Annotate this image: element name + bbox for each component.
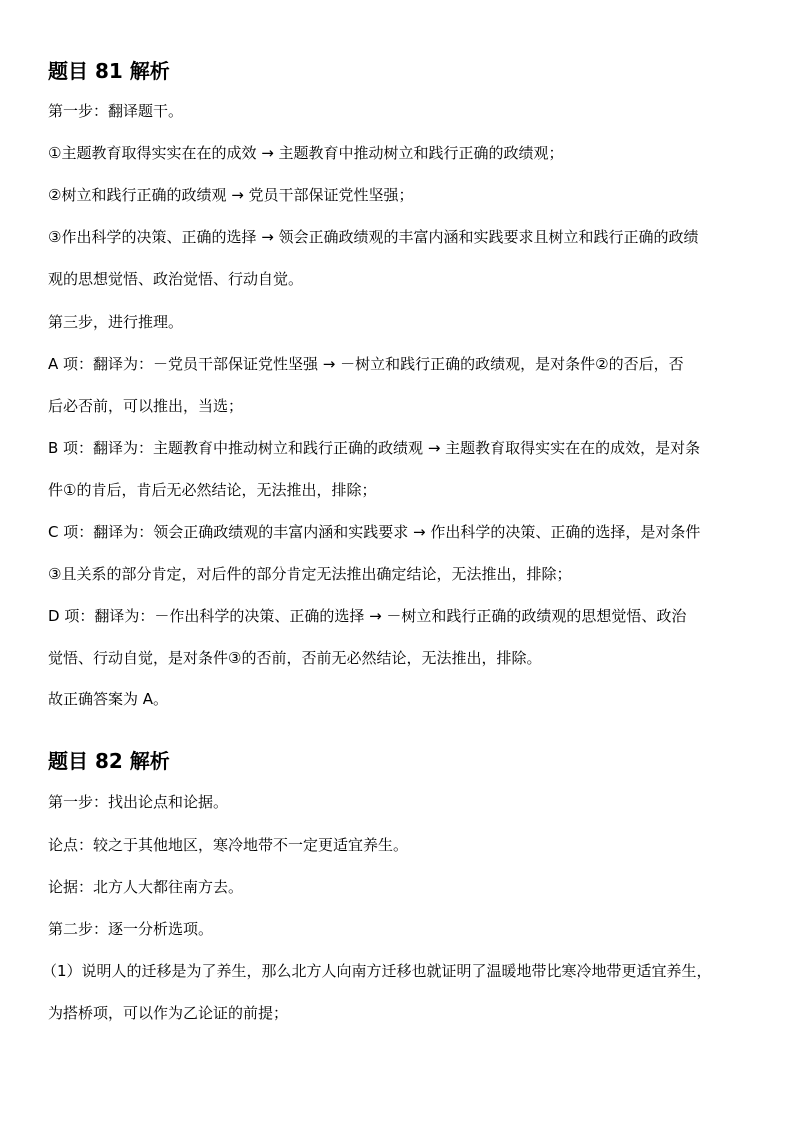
section-81-title: 题目 81 解析: [48, 59, 170, 83]
section-82-title: 题目 82 解析: [48, 749, 170, 773]
section-81-line: B 项：翻译为：主题教育中推动树立和践行正确的政绩观 → 主题教育取得实实在在的成效，是对条: [48, 439, 701, 457]
section-81-line: 观的思想觉悟、政治觉悟、行动自觉。: [48, 270, 304, 288]
section-81-line: ③且关系的部分肯定，对后件的部分肯定无法推出确定结论，无法推出，排除；: [48, 565, 572, 583]
section-82-line: 第一步：找出论点和论据。: [48, 793, 229, 811]
section-81-line: 第一步：翻译题干。: [48, 102, 184, 120]
section-81-line: D 项：翻译为：－作出科学的决策、正确的选择 → －树立和践行正确的政绩观的思想觉悟、政治: [48, 607, 687, 625]
section-81-line: A 项：翻译为：－党员干部保证党性坚强 → －树立和践行正确的政绩观，是对条件②的否后，否: [48, 355, 684, 373]
section-81-line: 觉悟、行动自觉，是对条件③的否前，否前无必然结论，无法推出，排除。: [48, 649, 542, 667]
section-81-line: 件①的肯后，肯后无必然结论，无法推出，排除；: [48, 481, 377, 499]
section-82-line: 第二步：逐一分析选项。: [48, 920, 214, 938]
section-81-line: 第三步，进行推理。: [48, 313, 184, 331]
section-81-line: ②树立和践行正确的政绩观 → 党员干部保证党性坚强；: [48, 186, 414, 204]
section-82-line: （1）说明人的迁移是为了养生，那么北方人向南方迁移也就证明了温暖地带比寒冷地带更适宜养生，: [42, 962, 712, 980]
section-81-line: C 项：翻译为：领会正确政绩观的丰富内涵和实践要求 → 作出科学的决策、正确的选择，是对条件: [48, 523, 701, 541]
section-82-line: 论点：较之于其他地区，寒冷地带不一定更适宜养生。: [48, 836, 409, 854]
section-81-line: 故正确答案为 A。: [48, 690, 169, 708]
section-82-line: 为搭桥项，可以作为乙论证的前提；: [48, 1004, 289, 1022]
section-81-line: ①主题教育取得实实在在的成效 → 主题教育中推动树立和践行正确的政绩观；: [48, 144, 564, 162]
section-81-line: 后必否前，可以推出，当选；: [48, 397, 244, 415]
section-81-line: ③作出科学的决策、正确的选择 → 领会正确政绩观的丰富内涵和实践要求且树立和践行正确的政绩: [48, 228, 699, 246]
section-82-line: 论据：北方人大都往南方去。: [48, 878, 244, 896]
